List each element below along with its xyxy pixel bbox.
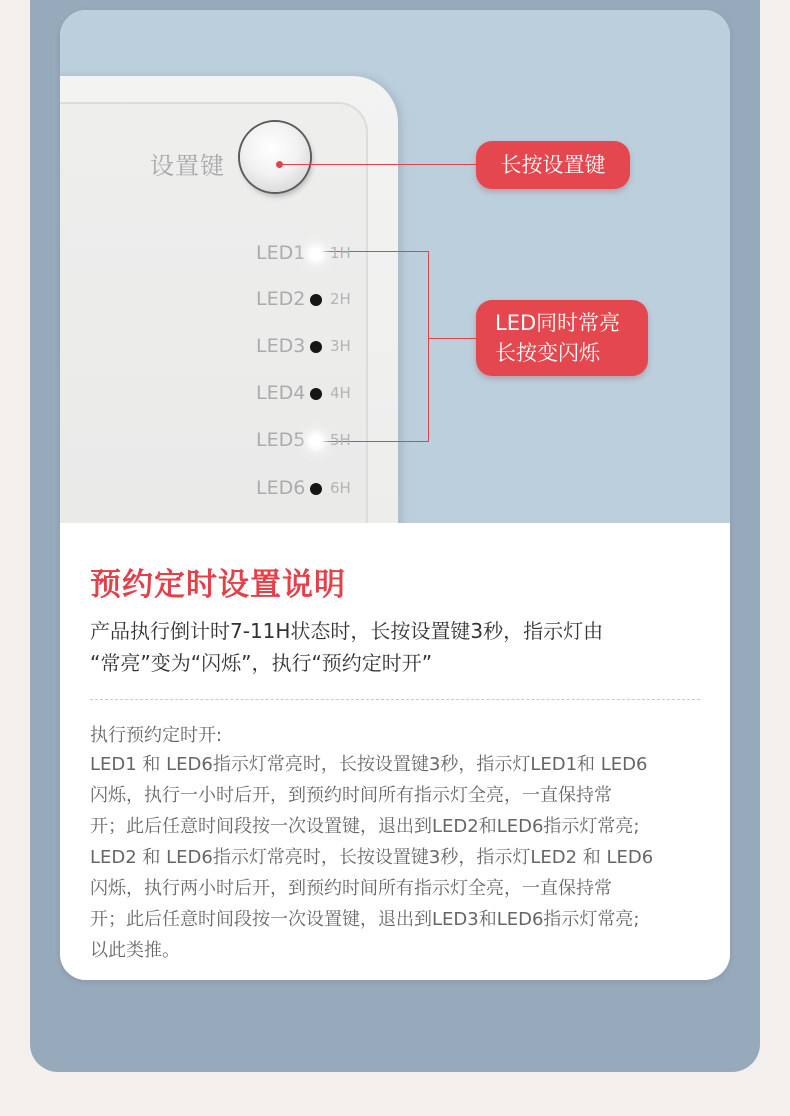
led-indicator-lit xyxy=(310,248,322,260)
led-hour-label: 2H xyxy=(330,290,351,308)
led-hour-label: 5H xyxy=(330,431,351,449)
device-photo xyxy=(60,10,730,523)
callout-led-line-2: 长按变闪烁 xyxy=(495,341,600,365)
led-indicator xyxy=(310,294,322,306)
led-hour-label: 6H xyxy=(330,479,351,497)
led-indicator xyxy=(310,388,322,400)
set-key-button xyxy=(240,122,310,192)
led-indicator xyxy=(310,341,322,353)
led-label: LED4 xyxy=(256,382,306,404)
intro-line-1: 产品执行倒计时7-11H状态时，长按设置键3秒，指示灯由 xyxy=(90,619,604,643)
led-indicator-lit xyxy=(310,435,322,447)
led-hour-label: 3H xyxy=(330,337,351,355)
dashed-divider xyxy=(90,699,700,700)
instructions xyxy=(60,523,730,980)
led-row-4 xyxy=(256,382,376,406)
detail-line: LED2 和 LED6指示灯常亮时，长按设置键3秒，指示灯LED2 和 LED6 xyxy=(90,847,654,868)
led-label: LED2 xyxy=(256,288,306,310)
led-label: LED5 xyxy=(256,429,306,451)
detail-line: 开；此后任意时间段按一次设置键，退出到LED3和LED6指示灯常亮; xyxy=(90,909,640,930)
led-bracket-arm xyxy=(428,338,476,339)
detail-line: 闪烁，执行一小时后开，到预约时间所有指示灯全亮，一直保持常 xyxy=(90,785,612,806)
set-key-label: 设置键 xyxy=(150,152,225,180)
led-row-6 xyxy=(256,477,376,501)
led-row-1 xyxy=(256,242,376,266)
detail-line: 以此类推。 xyxy=(90,940,180,961)
led-row-2 xyxy=(256,288,376,312)
intro-text xyxy=(90,615,710,679)
callout-set-key: 长按设置键 xyxy=(476,141,630,189)
intro-line-2: “常亮”变为“闪烁”，执行“预约定时开” xyxy=(90,651,433,675)
info-card xyxy=(60,10,730,980)
led-label: LED6 xyxy=(256,477,306,499)
detail-label: 执行预约定时开: xyxy=(90,725,223,746)
led-hour-label: 4H xyxy=(330,384,351,402)
detail-text xyxy=(90,749,720,966)
detail-line: 开；此后任意时间段按一次设置键，退出到LED2和LED6指示灯常亮; xyxy=(90,816,640,837)
led-hour-label: 1H xyxy=(330,244,351,262)
led-label: LED3 xyxy=(256,335,306,357)
led-row-3 xyxy=(256,335,376,359)
led-label: LED1 xyxy=(256,242,306,264)
detail-line: 闪烁，执行两小时后开，到预约时间所有指示灯全亮，一直保持常 xyxy=(90,878,612,899)
led-row-5 xyxy=(256,429,376,453)
callout-led xyxy=(476,300,648,376)
detail-line: LED1 和 LED6指示灯常亮时，长按设置键3秒，指示灯LED1和 LED6 xyxy=(90,754,648,775)
callout-led-line-1: LED同时常亮 xyxy=(495,311,621,335)
section-title: 预约定时设置说明 xyxy=(90,567,346,603)
led-indicator xyxy=(310,483,322,495)
